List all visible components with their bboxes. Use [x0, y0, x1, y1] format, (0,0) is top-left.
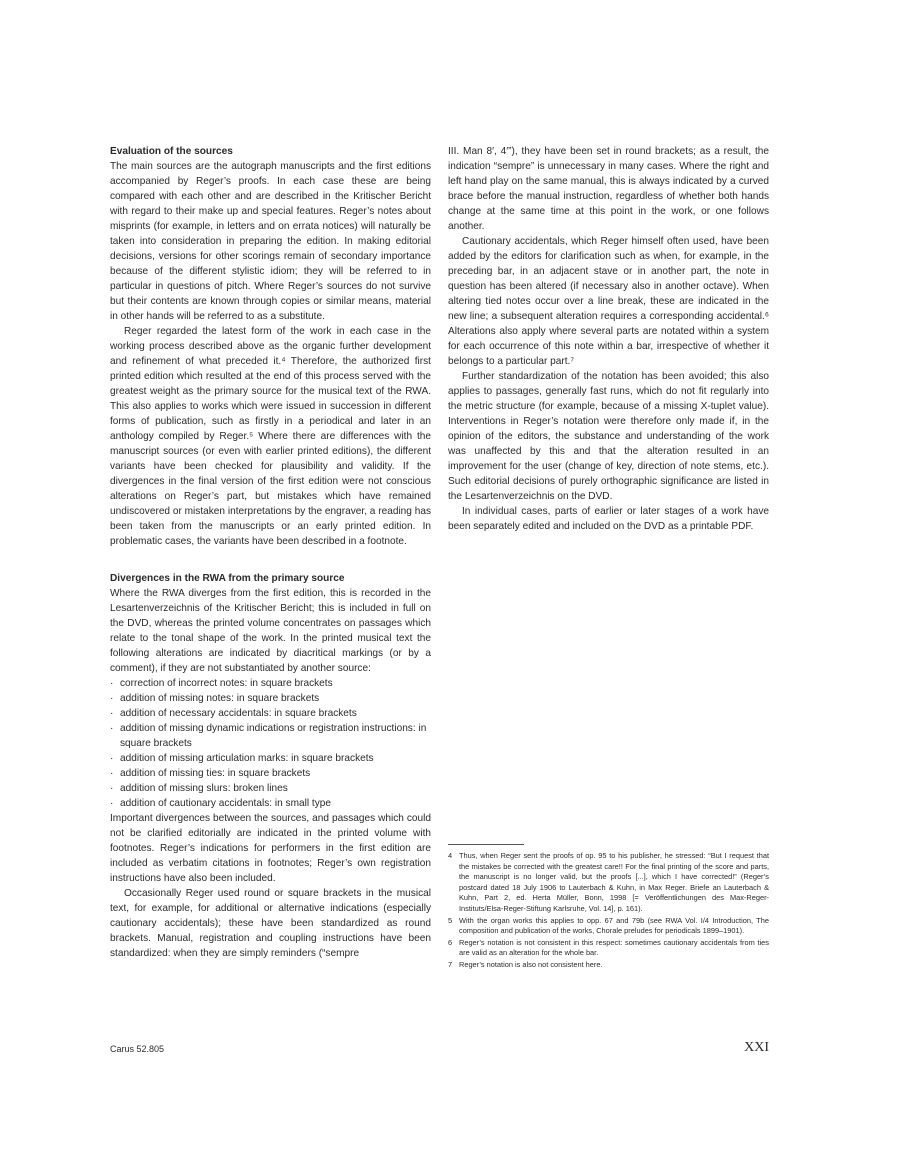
section-heading-divergences: Divergences in the RWA from the primary source [110, 573, 345, 584]
footnote-text: Reger’s notation is also not consistent here. [459, 959, 603, 969]
footnote-number: 6 [448, 937, 453, 947]
right-column [448, 144, 769, 534]
footnote-number: 7 [448, 959, 453, 969]
paragraph: Important divergences between the sources, and passages which could not be clarified editorially are indicated in the printed volume with footnotes. Reger’s indications for performers in the first edition are included as verbatim citations in footnotes; Reger’s own registration instructions have also been included. [110, 813, 431, 884]
list-item: · addition of necessary accidentals: in square brackets [110, 706, 431, 721]
alteration-list [110, 676, 431, 811]
footnote [448, 916, 769, 937]
list-item: · addition of missing ties: in square brackets [110, 766, 431, 781]
paragraph: Occasionally Reger used round or square brackets in the musical text, for example, for additional or alternative indications (especially cautionary accidentals); these have been standardized as round brackets. Manual, registration and coupling instructions have been standardized: when they are simply reminders (“sempre [110, 888, 431, 959]
footnote-number: 4 [448, 851, 453, 860]
footnote-text: Thus, when Reger sent the proofs of op. 95 to his publisher, he stressed: “But I request that the mistakes be corrected with the greatest care!! For the final printing of the score and parts, the manuscript is no longer valid, but the proofs [...], which I have corrected!” (Reger’s postcard dated 18 July 1906 to Lauterbach & Kuhn, in Max Reger. Briefe an Lauterbach & Kuhn, Part 2, ed. Herta Müller, Bonn, 1998 [= Veröffentlichungen des Max-Reger-Instituts/Elsa-Reger-Stiftung Karlsruhe, Vol. 14], p. 161). [459, 851, 769, 913]
paragraph: III. Man 8′, 4′”), they have been set in round brackets; as a result, the indication “sempre” is unnecessary in many cases. Where the right and left hand play on the same manual, this is always indicated by a curved brace before the manual instruction, regardless of whether both hands change at the same time at this point in the work, or one follows another. [448, 146, 769, 232]
footnote-rule [448, 844, 524, 845]
paragraph: In individual cases, parts of earlier or later stages of a work have been separately edited and included on the DVD as a printable PDF. [448, 506, 769, 532]
list-item: · addition of cautionary accidentals: in small type [110, 796, 431, 811]
page-number: XXI [744, 1040, 769, 1055]
paragraph: The main sources are the autograph manuscripts and the first editions accompanied by Reger’s proofs. In each case these are being compared with each other and are described in the Kritischer Bericht with regard to their make up and special features. Reger’s notes about misprints (for example, in letters and on errata notices) will naturally be taken into consideration in preparing the edition. In making editorial decisions, versions for other scorings remain of secondary importance because of the different stylistic idiom; they will be referred to in particular in questions of pitch. Where Reger’s sources do not survive but their contents are known through copies or similar means, material in other hands will be referred to as a substitute. [110, 161, 431, 322]
list-item: · correction of incorrect notes: in square brackets [110, 676, 431, 691]
footnote [448, 851, 769, 915]
left-column [110, 144, 431, 961]
list-item: · addition of missing notes: in square brackets [110, 691, 431, 706]
footnote-text: With the organ works this applies to opp. 67 and 79b (see RWA Vol. I/4 Introduction, The composition and publication of the works, Chorale preludes for periodicals 1899–1901). [459, 915, 769, 936]
list-item: · addition of missing articulation marks: in square brackets [110, 751, 431, 766]
list-item: · addition of missing slurs: broken lines [110, 781, 431, 796]
footnote [448, 938, 769, 959]
publisher-reference: Carus 52.805 [110, 1044, 165, 1054]
footnotes [448, 844, 769, 972]
footnote [448, 960, 769, 971]
paragraph: Cautionary accidentals, which Reger himself often used, have been added by the editors for clarification such as when, for example, in the preceding bar, in an adjacent stave or in another part, the note in question has been altered (if necessary also in another octave). When altering tied notes occur over a line break, these are indicated in the new line; a subsequent alteration requires a corresponding accidental.⁶ Alterations also apply where several parts are notated within a system for each occurrence of this note within a bar, irrespective of whether it belongs to a particular part.⁷ [448, 236, 769, 367]
paragraph: Reger regarded the latest form of the work in each case in the working process described above as the organic further development and refinement of what preceded it.⁴ Therefore, the authorized first printed edition which resulted at the end of this process served with the greatest weight as the primary source for the musical text of the RWA. This also applies to works which were issued in succession in different forms of publication, such as firstly in a periodical and later in an anthology compiled by Reger.⁵ Where there are differences with the manuscript sources (or even with earlier printed editions), the different variants have been checked for plausibility and validity. If the divergences in the final version of the first edition were not conscious alterations on Reger’s part, but mistakes which have remained undiscovered or mistaken interpretations by the engraver, a reading has been taken from the manuscripts or an early printed edition. In problematic cases, the variants have been described in a footnote. [110, 326, 431, 547]
paragraph: Further standardization of the notation has been avoided; this also applies to passages, generally fast runs, which do not fit regularly into the metric structure (for example, because of a missing X-tuplet value). Interventions in Reger’s notation were therefore only made if, in the opinion of the editors, the substance and understanding of the work was unaffected by this and that the alteration resulted in an improvement for the user (change of key, direction of note stems, etc.). Such editorial decisions of purely orthographic significance are listed in the Lesartenverzeichnis on the DVD. [448, 371, 769, 502]
paragraph: Where the RWA diverges from the first edition, this is recorded in the Lesartenverzeichnis of the Kritischer Bericht; this is included in full on the DVD, whereas the printed volume concentrates on passages which relate to the tonal shape of the work. In the printed musical text the following alterations are indicated by diacritical markings (or by a comment), if they are not substantiated by another source: [110, 588, 431, 674]
section-heading-evaluation: Evaluation of the sources [110, 146, 233, 157]
footnote-text: Reger’s notation is not consistent in this respect: sometimes cautionary accidentals from ties are valid as an alteration for the whole bar. [459, 937, 769, 958]
footnote-number: 5 [448, 915, 453, 925]
list-item: · addition of missing dynamic indications or registration instructions: in square brackets [110, 721, 431, 751]
